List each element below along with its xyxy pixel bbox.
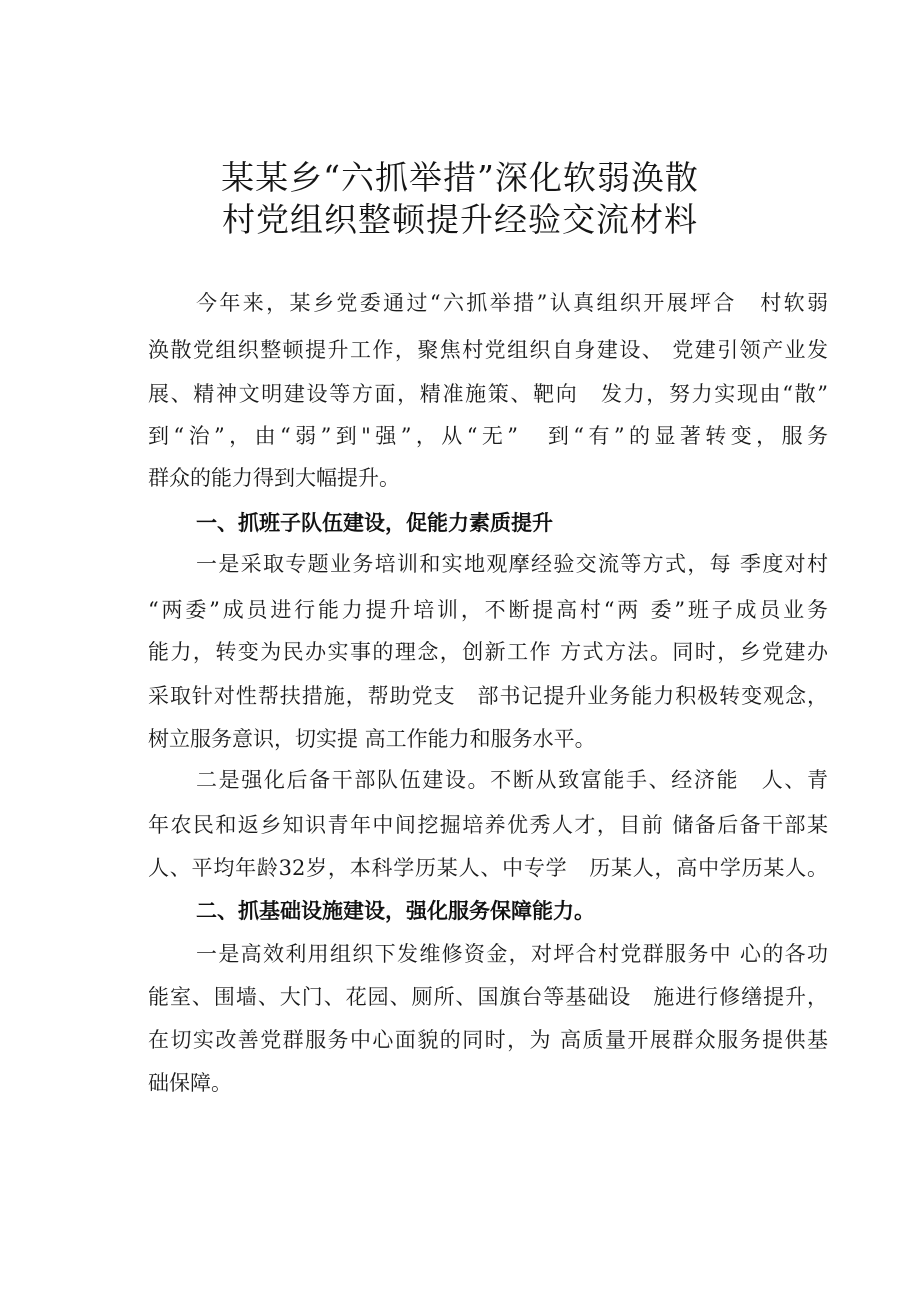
paragraph-section1-line: 一是采取专题业务培训和实地观摩经验交流等方式，每 季度对村	[196, 552, 828, 576]
paragraph-section2-line: 能室、围墙、大门、花园、厕所、国旗台等基础设 施进行修缮提升，	[148, 985, 828, 1009]
paragraph-section1-line: 树立服务意识，切实提 高工作能力和服务水平。	[148, 727, 596, 751]
paragraph-intro-line: 今年来，某乡党委通过“六抓举措”认真组织开展坪合 村软弱	[196, 291, 828, 315]
paragraph-section1b-line: 人、平均年龄32岁，本科学历某人、中专学 历某人，高中学历某人。	[148, 856, 828, 880]
paragraph-section1b-line: 年农民和返乡知识青年中间挖掘培养优秀人才，目前 储备后备干部某	[148, 813, 828, 837]
paragraph-intro-line: 到“治”，由“弱”到"强”，从“无” 到“有”的显著转变，服务	[148, 424, 828, 448]
document-title-line-2: 村党组织整顿提升经验交流材料	[222, 200, 698, 239]
paragraph-intro-line: 涣散党组织整顿提升工作，聚焦村党组织自身建设、 党建引领产业发	[148, 338, 828, 362]
section-heading-2: 二、抓基础设施建设，强化服务保障能力。	[196, 899, 595, 923]
section-heading-1: 一、抓班子队伍建设，促能力素质提升	[196, 511, 553, 535]
paragraph-section1-line: 能力，转变为民办实事的理念，创新工作 方式方法。同时，乡党建办	[148, 640, 828, 664]
paragraph-intro-line: 群众的能力得到大幅提升。	[148, 466, 400, 490]
paragraph-section2-line: 础保障。	[148, 1071, 232, 1095]
paragraph-section1-line: “两委”成员进行能力提升培训，不断提高村“两 委”班子成员业务	[148, 598, 828, 622]
paragraph-intro-line: 展、精神文明建设等方面，精准施策、靶向 发力，努力实现由“散”	[148, 382, 828, 406]
paragraph-section1-line: 采取针对性帮扶措施，帮助党支 部书记提升业务能力积极转变观念，	[148, 684, 828, 708]
paragraph-section2-line: 在切实改善党群服务中心面貌的同时，为 高质量开展群众服务提供基	[148, 1028, 828, 1052]
document-title-line-1: 某某乡“六抓举措”深化软弱涣散	[221, 158, 699, 197]
paragraph-section2-line: 一是高效利用组织下发维修资金，对坪合村党群服务中 心的各功	[196, 942, 828, 966]
paragraph-section1b-line: 二是强化后备干部队伍建设。不断从致富能手、经济能 人、青	[196, 768, 828, 792]
